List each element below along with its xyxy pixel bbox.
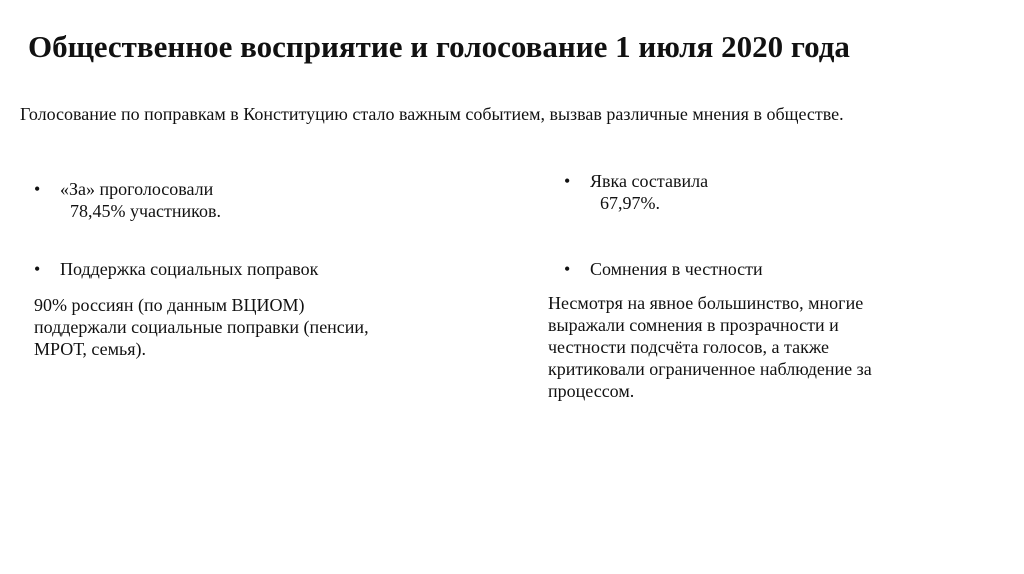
paragraph-line: выражали сомнения в прозрачности и bbox=[548, 315, 839, 335]
bullet-dot: • bbox=[34, 259, 41, 279]
slide-title: Общественное восприятие и голосование 1 июля 2020 года bbox=[28, 29, 850, 64]
paragraph-line: МРОТ, семья). bbox=[34, 339, 146, 359]
bullet-votes-for-label: «За» проголосовали bbox=[60, 179, 214, 199]
paragraph-line: 90% россиян (по данным ВЦИОМ) bbox=[34, 295, 305, 315]
bullet-honesty-doubts-label: Сомнения в честности bbox=[590, 259, 763, 279]
bullet-social-support-label: Поддержка социальных поправок bbox=[60, 259, 319, 279]
bullet-dot: • bbox=[564, 259, 571, 279]
bullet-dot: • bbox=[34, 179, 41, 199]
bullet-votes-for-value: 78,45% участников. bbox=[70, 201, 221, 221]
paragraph-line: поддержали социальные поправки (пенсии, bbox=[34, 317, 369, 337]
slide-subtitle: Голосование по поправкам в Конституцию стало важным событием, вызвав различные мнения в обществе. bbox=[20, 104, 844, 124]
paragraph-line: Несмотря на явное большинство, многие bbox=[548, 293, 864, 313]
bullet-turnout-label: Явка составила bbox=[590, 171, 709, 191]
paragraph-line: критиковали ограниченное наблюдение за bbox=[548, 359, 872, 379]
paragraph-social-support bbox=[34, 294, 474, 360]
paragraph-honesty-doubts bbox=[548, 292, 988, 402]
bullet-honesty-doubts bbox=[564, 258, 984, 280]
bullet-dot: • bbox=[564, 171, 571, 191]
bullet-turnout bbox=[564, 170, 984, 214]
paragraph-line: процессом. bbox=[548, 381, 635, 401]
bullet-turnout-value: 67,97%. bbox=[600, 193, 660, 213]
bullet-votes-for bbox=[34, 178, 454, 222]
paragraph-line: честности подсчёта голосов, а также bbox=[548, 337, 830, 357]
bullet-social-support bbox=[34, 258, 454, 280]
